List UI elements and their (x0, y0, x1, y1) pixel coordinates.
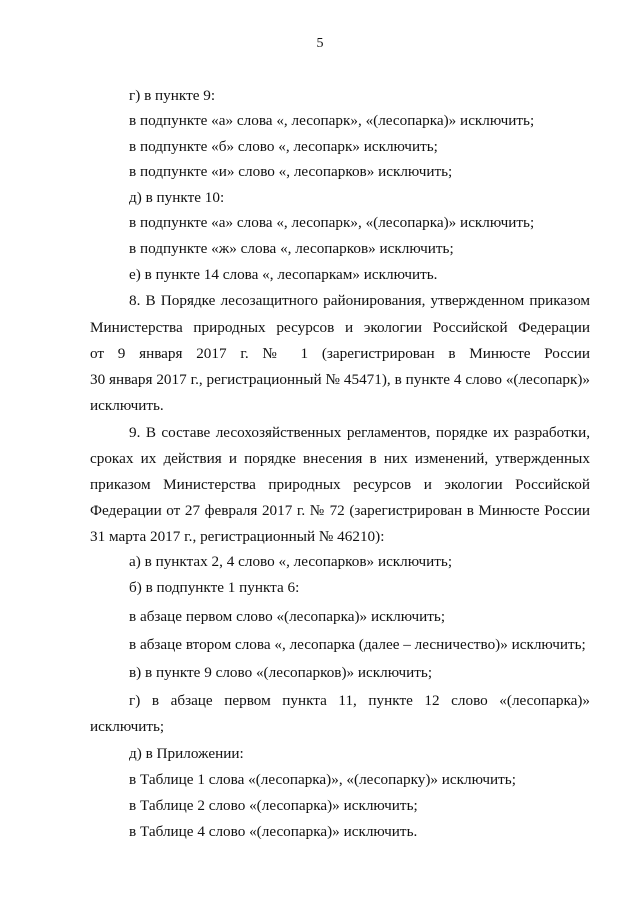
paragraph-8-line: исключить. (90, 397, 164, 414)
text-line: в) в пункте 9 слово «(лесопарков)» исключить; (129, 664, 433, 681)
text-line: д) в пункте 10: (129, 189, 225, 206)
text-line: г) в абзаце первом пункта 11, пункте 12 слово «(лесопарка)» (129, 692, 590, 709)
paragraph-9-line: 31 марта 2017 г., регистрационный № 46210): (90, 528, 385, 545)
text-line: в подпункте «а» слова «, лесопарк», «(лесопарка)» исключить; (129, 112, 535, 129)
paragraph-9-line: сроках их действия и порядке внесения в них изменений, утвержденных (90, 450, 590, 467)
text-line: в Таблице 4 слово «(лесопарка)» исключить. (129, 823, 418, 840)
paragraph-9-line: приказом Министерства природных ресурсов и экологии Российской (90, 476, 590, 493)
text-line: а) в пунктах 2, 4 слово «, лесопарков» исключить; (129, 553, 453, 570)
text-line: исключить; (90, 718, 165, 735)
text-line: в абзаце первом слово «(лесопарка)» исключить; (129, 608, 446, 625)
text-line: в подпункте «а» слова «, лесопарк», «(лесопарка)» исключить; (129, 214, 535, 231)
text-line: в Таблице 1 слова «(лесопарка)», «(лесопарку)» исключить; (129, 771, 516, 788)
text-line: в Таблице 2 слово «(лесопарка)» исключить; (129, 797, 418, 814)
paragraph-9-line: Федерации от 27 февраля 2017 г. № 72 (зарегистрирован в Минюсте России (90, 502, 590, 519)
paragraph-9-line: 9. В составе лесохозяйственных регламентов, порядке их разработки, (129, 424, 590, 441)
text-line: е) в пункте 14 слова «, лесопаркам» исключить. (129, 266, 438, 283)
paragraph-8-line: 30 января 2017 г., регистрационный № 45471), в пункте 4 слово «(лесопарк)» (90, 371, 590, 388)
text-line: в подпункте «и» слово «, лесопарков» исключить; (129, 163, 453, 180)
paragraph-8-line: от 9 января 2017 г. № 1 (зарегистрирован в Минюсте России (90, 345, 590, 362)
page-number: 5 (316, 36, 324, 51)
text-line: в абзаце втором слова «, лесопарка (далее – лесничество)» исключить; (129, 636, 586, 653)
paragraph-8-line: Министерства природных ресурсов и экологии Российской Федерации (90, 319, 590, 336)
text-line: в подпункте «б» слово «, лесопарк» исключить; (129, 138, 438, 155)
text-line: д) в Приложении: (129, 745, 244, 762)
text-line: г) в пункте 9: (129, 87, 216, 104)
paragraph-8-line: 8. В Порядке лесозащитного районирования, утвержденном приказом (129, 292, 590, 309)
text-line: в подпункте «ж» слова «, лесопарков» исключить; (129, 240, 454, 257)
text-line: б) в подпункте 1 пункта 6: (129, 579, 300, 596)
